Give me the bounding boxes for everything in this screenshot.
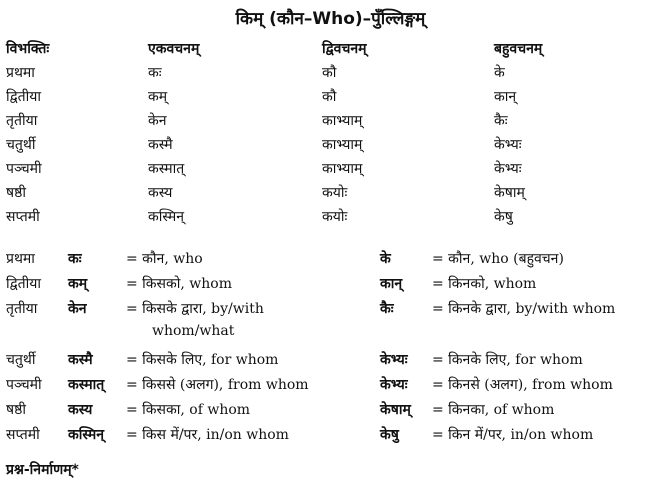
singular-cell: कः (148, 65, 162, 81)
meaning-form-plural: के (380, 251, 391, 267)
dual-cell: काभ्याम् (322, 161, 363, 177)
case-cell: प्रथमा (6, 65, 35, 81)
meaning-case: प्रथमा (6, 251, 35, 267)
singular-cell: कस्मै (148, 137, 173, 153)
table-row (0, 86, 661, 108)
header-dual: द्विवचनम् (322, 41, 367, 57)
meaning-text-plural: = किनके द्वारा, by/with whom (432, 301, 616, 317)
meaning-form-plural: कान् (380, 276, 403, 292)
meaning-text-plural: = किनके लिए, for whom (432, 352, 583, 368)
dual-cell: कयोः (322, 185, 348, 201)
meaning-row (0, 248, 661, 270)
table-row (0, 158, 661, 180)
meaning-row (0, 424, 661, 446)
meaning-row (0, 298, 661, 320)
meaning-form-singular: कस्य (68, 402, 93, 418)
meaning-case: पञ्चमी (6, 377, 42, 393)
header-singular: एकवचनम् (148, 41, 200, 57)
header-case: विभक्तिः (6, 41, 50, 57)
meaning-form-plural: केषु (380, 427, 399, 443)
table-row (0, 62, 661, 84)
plural-cell: के (494, 65, 505, 81)
meaning-form-plural: केभ्यः (380, 352, 408, 368)
meaning-row (0, 349, 661, 371)
meaning-row (0, 399, 661, 421)
meaning-row (0, 374, 661, 396)
table-header (0, 38, 661, 60)
header-plural: बहुवचनम् (494, 41, 543, 57)
meaning-continuation (0, 320, 661, 342)
meaning-case: तृतीया (6, 301, 38, 317)
plural-cell: कैः (494, 113, 508, 129)
case-cell: षष्ठी (6, 185, 26, 201)
plural-cell: कान् (494, 89, 517, 105)
meaning-text-plural: = किनका, of whom (432, 402, 555, 418)
meaning-form-plural: केभ्यः (380, 377, 408, 393)
meaning-form-singular: केन (68, 301, 87, 317)
dual-cell: कौ (322, 89, 337, 105)
meaning-text-singular: = किस में/पर, in/on whom (126, 427, 289, 443)
meaning-text-plural: = किन में/पर, in/on whom (432, 427, 594, 443)
page-title: किम् (कौन–Who)–पुँल्लिङ्गम् (235, 9, 426, 29)
meaning-text-plural: = कौन, who (बहुवचन) (432, 251, 564, 267)
meaning-text-plural: = किनसे (अलग), from whom (432, 377, 613, 393)
case-cell: पञ्चमी (6, 161, 42, 177)
table-row (0, 134, 661, 156)
table-row (0, 206, 661, 228)
section-heading: प्रश्न-निर्माणम्* (6, 462, 79, 478)
meaning-text-plural: = किनको, whom (432, 276, 537, 292)
meaning-form-plural: केषाम् (380, 402, 411, 418)
plural-cell: केभ्यः (494, 137, 522, 153)
meaning-text-singular: = किसको, whom (126, 276, 233, 292)
plural-cell: केषाम् (494, 185, 525, 201)
singular-cell: कस्मिन् (148, 209, 184, 225)
table-row (0, 182, 661, 204)
meaning-form-plural: कैः (380, 301, 394, 317)
dual-cell: कयोः (322, 209, 348, 225)
meaning-text-singular: = किसके लिए, for whom (126, 352, 279, 368)
meaning-form-singular: कम् (68, 276, 88, 292)
meaning-form-singular: कः (68, 251, 82, 267)
dual-cell: काभ्याम् (322, 137, 363, 153)
meaning-row (0, 273, 661, 295)
case-cell: सप्तमी (6, 209, 40, 225)
plural-cell: केभ्यः (494, 161, 522, 177)
meaning-text-singular: = किससे (अलग), from whom (126, 377, 309, 393)
meaning-text-singular: = कौन, who (126, 251, 203, 267)
case-cell: द्वितीया (6, 89, 42, 105)
singular-cell: केन (148, 113, 167, 129)
singular-cell: कस्मात् (148, 161, 185, 177)
dual-cell: कौ (322, 65, 337, 81)
meaning-form-singular: कस्मात् (68, 377, 105, 393)
case-cell: तृतीया (6, 113, 38, 129)
meaning-form-singular: कस्मै (68, 352, 93, 368)
meaning-case: द्वितीया (6, 276, 42, 292)
plural-cell: केषु (494, 209, 513, 225)
meaning-continuation-text: whom/what (152, 323, 235, 339)
meaning-form-singular: कस्मिन् (68, 427, 104, 443)
singular-cell: कस्य (148, 185, 173, 201)
case-cell: चतुर्थी (6, 137, 36, 153)
meaning-text-singular: = किसका, of whom (126, 402, 251, 418)
meaning-case: चतुर्थी (6, 352, 36, 368)
table-row (0, 110, 661, 132)
meaning-case: सप्तमी (6, 427, 40, 443)
dual-cell: काभ्याम् (322, 113, 363, 129)
singular-cell: कम् (148, 89, 168, 105)
meaning-case: षष्ठी (6, 402, 26, 418)
meaning-text-singular: = किसके द्वारा, by/with (126, 301, 264, 317)
